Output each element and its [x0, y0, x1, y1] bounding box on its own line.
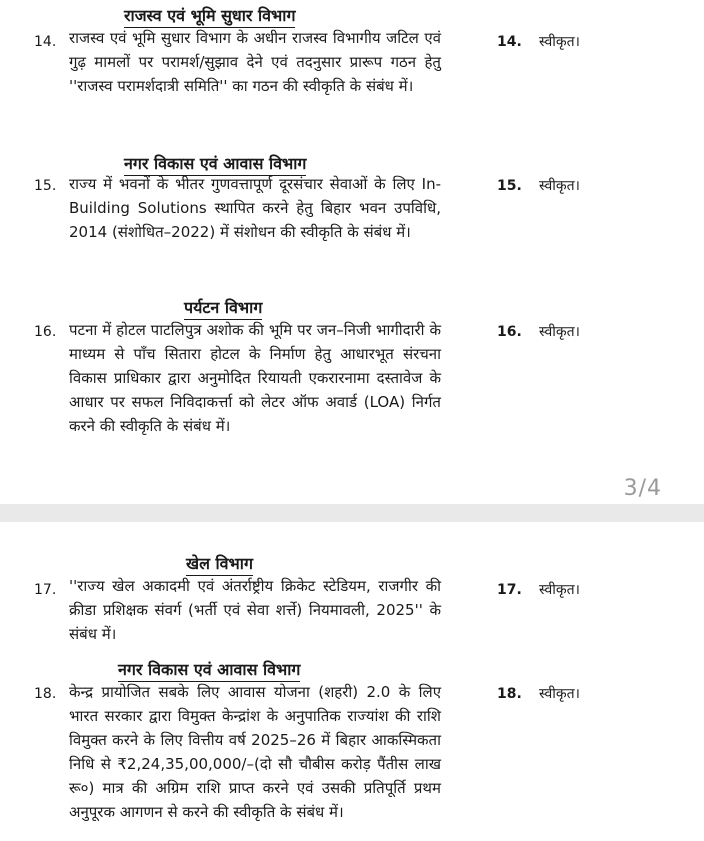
- decision-status: स्वीकृत।: [539, 34, 580, 50]
- decision: [497, 30, 580, 54]
- department-heading: पर्यटन विभाग: [184, 298, 262, 320]
- decision-number: 14.: [497, 34, 522, 50]
- decision: [497, 320, 580, 344]
- item-number: 17.: [34, 582, 57, 598]
- item-number: 16.: [34, 324, 57, 340]
- page-indicator: 3/4: [623, 476, 662, 501]
- decision-status: स्वीकृत।: [539, 686, 580, 702]
- decision-number: 17.: [497, 582, 522, 598]
- item-text: राजस्व एवं भूमि सुधार विभाग के अधीन राजस्व विभागीय जटिल एवं गुढ़ मामलों पर परामर्श/सुझाव देने एवं तदनुसार प्रारूप गठन हेतु ''राजस्व परामर्शदात्री समिति'' का गठन की स्वीकृति के संबंध में।: [69, 29, 441, 95]
- page-separator: [0, 504, 704, 522]
- decision: [497, 174, 580, 198]
- item-text: राज्य में भवनों के भीतर गुणवत्तापूर्ण दूरसंचार सेवाओं के लिए In-Building Solutions स्थापित करने हेतु बिहार भवन उपविधि, 2014 (संशोधित–2022) में संशोधन की स्वीकृति के संबंध में।: [69, 175, 441, 241]
- decision-status: स्वीकृत।: [539, 178, 580, 194]
- decision: [497, 682, 580, 706]
- decision-number: 16.: [497, 324, 522, 340]
- department-heading: नगर विकास एवं आवास विभाग: [118, 660, 300, 682]
- item-text: ''राज्य खेल अकादमी एवं अंतर्राष्ट्रीय क्रिकेट स्टेडियम, राजगीर की क्रीडा प्रशिक्षक संवर्ग (भर्ती एवं सेवा शर्त्ते) नियमावली, 2025'' के संबंध में।: [69, 577, 441, 643]
- department-heading: राजस्व एवं भूमि सुधार विभाग: [124, 6, 295, 28]
- decision-status: स्वीकृत।: [539, 582, 580, 598]
- department-heading: नगर विकास एवं आवास विभाग: [124, 154, 306, 176]
- item-number: 14.: [34, 34, 57, 50]
- decision-number: 15.: [497, 178, 522, 194]
- decision: [497, 578, 580, 602]
- item-number: 18.: [34, 686, 57, 702]
- department-heading: खेल विभाग: [186, 554, 253, 576]
- item-text: केन्द्र प्रायोजित सबके लिए आवास योजना (शहरी) 2.0 के लिए भारत सरकार द्वारा विमुक्त केन्द्रांश के अनुपातिक राज्यांश की राशि विमुक्त करने के लिए वित्तीय वर्ष 2025–26 में बिहार आकस्मिकता निधि से ₹2,24,35,00,000/–(दो सौ चौबीस करोड़ पैंतीस लाख रू०) मात्र की अग्रिम राशि प्राप्त करने एवं उसकी प्रतिपूर्ति प्रथम अनुपूरक आगणन से करने की स्वीकृति के संबंध में।: [69, 683, 441, 821]
- item-text: पटना में होटल पाटलिपुत्र अशोक की भूमि पर जन–निजी भागीदारी के माध्यम से पाँच सितारा होटल के निर्माण हेतु आधारभूत संरचना विकास प्राधिकार द्वारा अनुमोदित रियायती एकरारनामा दस्तावेज के आधार पर सफल निविदाकर्त्ता को लेटर ऑफ अवार्ड (LOA) निर्गत करने की स्वीकृति के संबंध में।: [69, 321, 441, 435]
- decision-status: स्वीकृत।: [539, 324, 580, 340]
- document-page-4: [0, 522, 704, 841]
- decision-number: 18.: [497, 686, 522, 702]
- item-number: 15.: [34, 178, 57, 194]
